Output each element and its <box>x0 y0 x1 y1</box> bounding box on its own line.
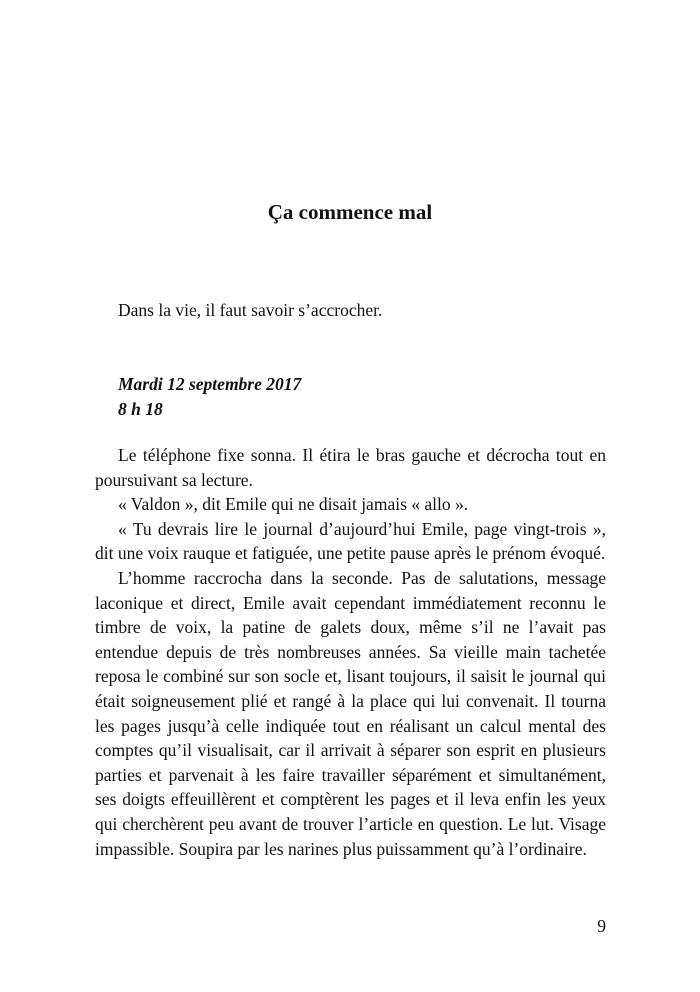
page-number: 9 <box>597 916 606 936</box>
dateline-time: 8 h 18 <box>118 399 163 419</box>
epigraph: Dans la vie, il faut savoir s’accrocher. <box>118 300 383 320</box>
paragraph: Le téléphone fixe sonna. Il étira le bras gauche et décrocha tout en poursuivant sa lecture. <box>95 445 606 490</box>
dateline <box>118 372 618 422</box>
paragraph: « Valdon », dit Emile qui ne disait jamais « allo ». <box>118 494 469 515</box>
body-text <box>95 443 606 861</box>
chapter-title: Ça commence mal <box>267 200 433 224</box>
paragraph: L’homme raccrocha dans la seconde. Pas de salutations, message laconique et direct, Emile avait cependant immédiatement reconnu le timbre de voix, la patine de galets doux, même s’il ne l’avait pas entendue depuis de très nombreuses années. Sa vieille main tachetée reposa le combiné sur son socle et, lisant toujours, il saisit le journal qui était soigneusement plié et rangé à la place qui lui convenait. Il tourna les pages jusqu’à celle indiquée tout en réalisant un calcul mental des comptes qu’il visualisait, car il arrivait à séparer son esprit en plusieurs parties et parvenait à les faire travailler séparément et simultanément, ses doigts effeuillèrent et comptèrent les pages et il leva enfin les yeux qui cherchèrent peu avant de trouver l’article en question. Le lut. Visage impassible. Soupira par les narines plus puissamment qu’à l’ordinaire. <box>95 567 606 859</box>
dateline-date: Mardi 12 septembre 2017 <box>118 374 302 394</box>
paragraph: « Tu devrais lire le journal d’aujourd’hui Emile, page vingt-trois », dit une voix rauque et fatiguée, une petite pause après le prénom évoqué. <box>95 518 606 564</box>
